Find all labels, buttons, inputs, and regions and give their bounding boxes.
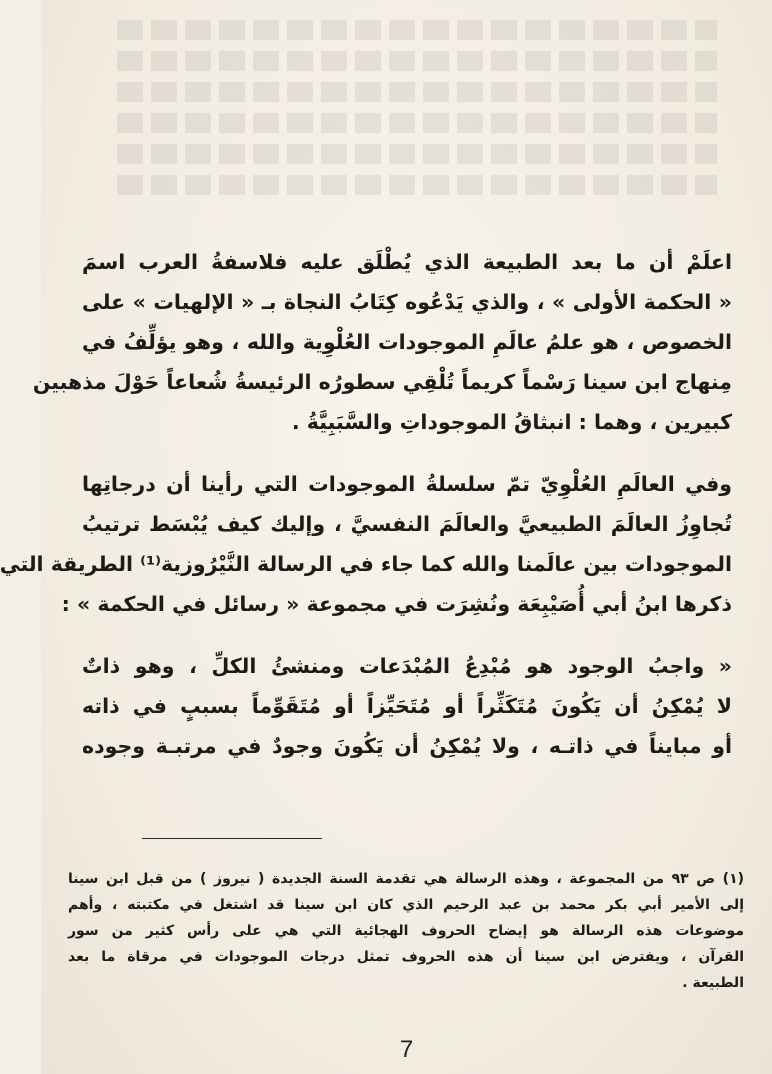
text-line: تُجاوِزُ العالَمَ الطبيعيَّ والعالَمَ النفسيَّ ، وإليك كيف يُبْسَط ترتيبُ [82,512,732,536]
footnote-divider [142,838,322,839]
text-line: مِنهاج ابن سينا رَسْماً كريماً تُلْقِي سطورُه الرئيسةُ شُعاعاً حَوْلَ مذهبين [32,370,732,394]
text-line: الخصوص ، هو علمُ عالَمِ الموجودات العُلْوِية والله ، وهو يؤلِّفُ في [82,330,732,354]
text-line: « واجبُ الوجود هو مُبْدِعُ المُبْدَعات ومنشئُ الكلِّ ، وهو ذاتٌ [82,654,732,678]
text-line: الموجودات بين عالَمنا والله كما جاء في الرسالة النَّيْرُوزية⁽¹⁾ الطريقة التي [0,552,732,576]
footnote-line: إلى الأمير أبي بكر محمد بن عبد الرحيم الذي كان ابن سينا قد اشتغل في مكتبته ، وأهم [68,897,744,913]
main-text [0,242,732,788]
paragraph-3-quote [82,646,732,766]
bleed-through-text [117,20,717,220]
paragraph-2 [0,464,732,624]
paragraph-1 [32,242,732,442]
footnote-line: الطبيعة . [682,975,744,991]
footnote-line: (١) ص ٩٣ من المجموعة ، وهذه الرسالة هي تقدمة السنة الجديدة ( نيروز ) من قبل ابن سينا [68,871,745,887]
text-line: لا يُمْكِنُ أن يَكُونَ مُتَكَثِّراً أو مُتَحَيِّزاً أو مُتَقَوِّماً بسببٍ في ذاته [82,694,732,718]
text-line: كبيرين ، وهما : انبثاقُ الموجوداتِ والسَّبَبِيَّةُ . [291,410,732,434]
footnote-line: موضوعات هذه الرسالة هو إيضاح الحروف الهجائية التي هي على رأس كثير من سور [68,923,744,939]
text-line: ذكرها ابنُ أبي أُصَيْبِعَة ونُشِرَت في مجموعة « رسائل في الحكمة » : [61,592,732,616]
footnote [68,866,744,996]
text-line: أو مبايناً في ذاتـه ، ولا يُمْكِنُ أن يَكُونَ وجودٌ في مرتبـة وجوده [82,734,732,758]
page-number: 7 [399,1036,414,1063]
text-line: « الحكمة الأولى » ، والذي يَدْعُوه كِتَابُ النجاة بـ « الإلهيات » على [82,290,732,314]
text-line: اعلَمْ أن ما بعد الطبيعة الذي يُطْلَق عليه فلاسفةُ العرب اسمَ [82,250,732,274]
text-line: وفي العالَمِ العُلْوِيّ تمّ سلسلةُ الموجودات التي رأينا أن درجاتِها [82,472,732,496]
footnote-line: القرآن ، ويفترض ابن سينا أن هذه الحروف تمثل درجات الموجودات في مرقاة ما بعد [68,949,744,965]
